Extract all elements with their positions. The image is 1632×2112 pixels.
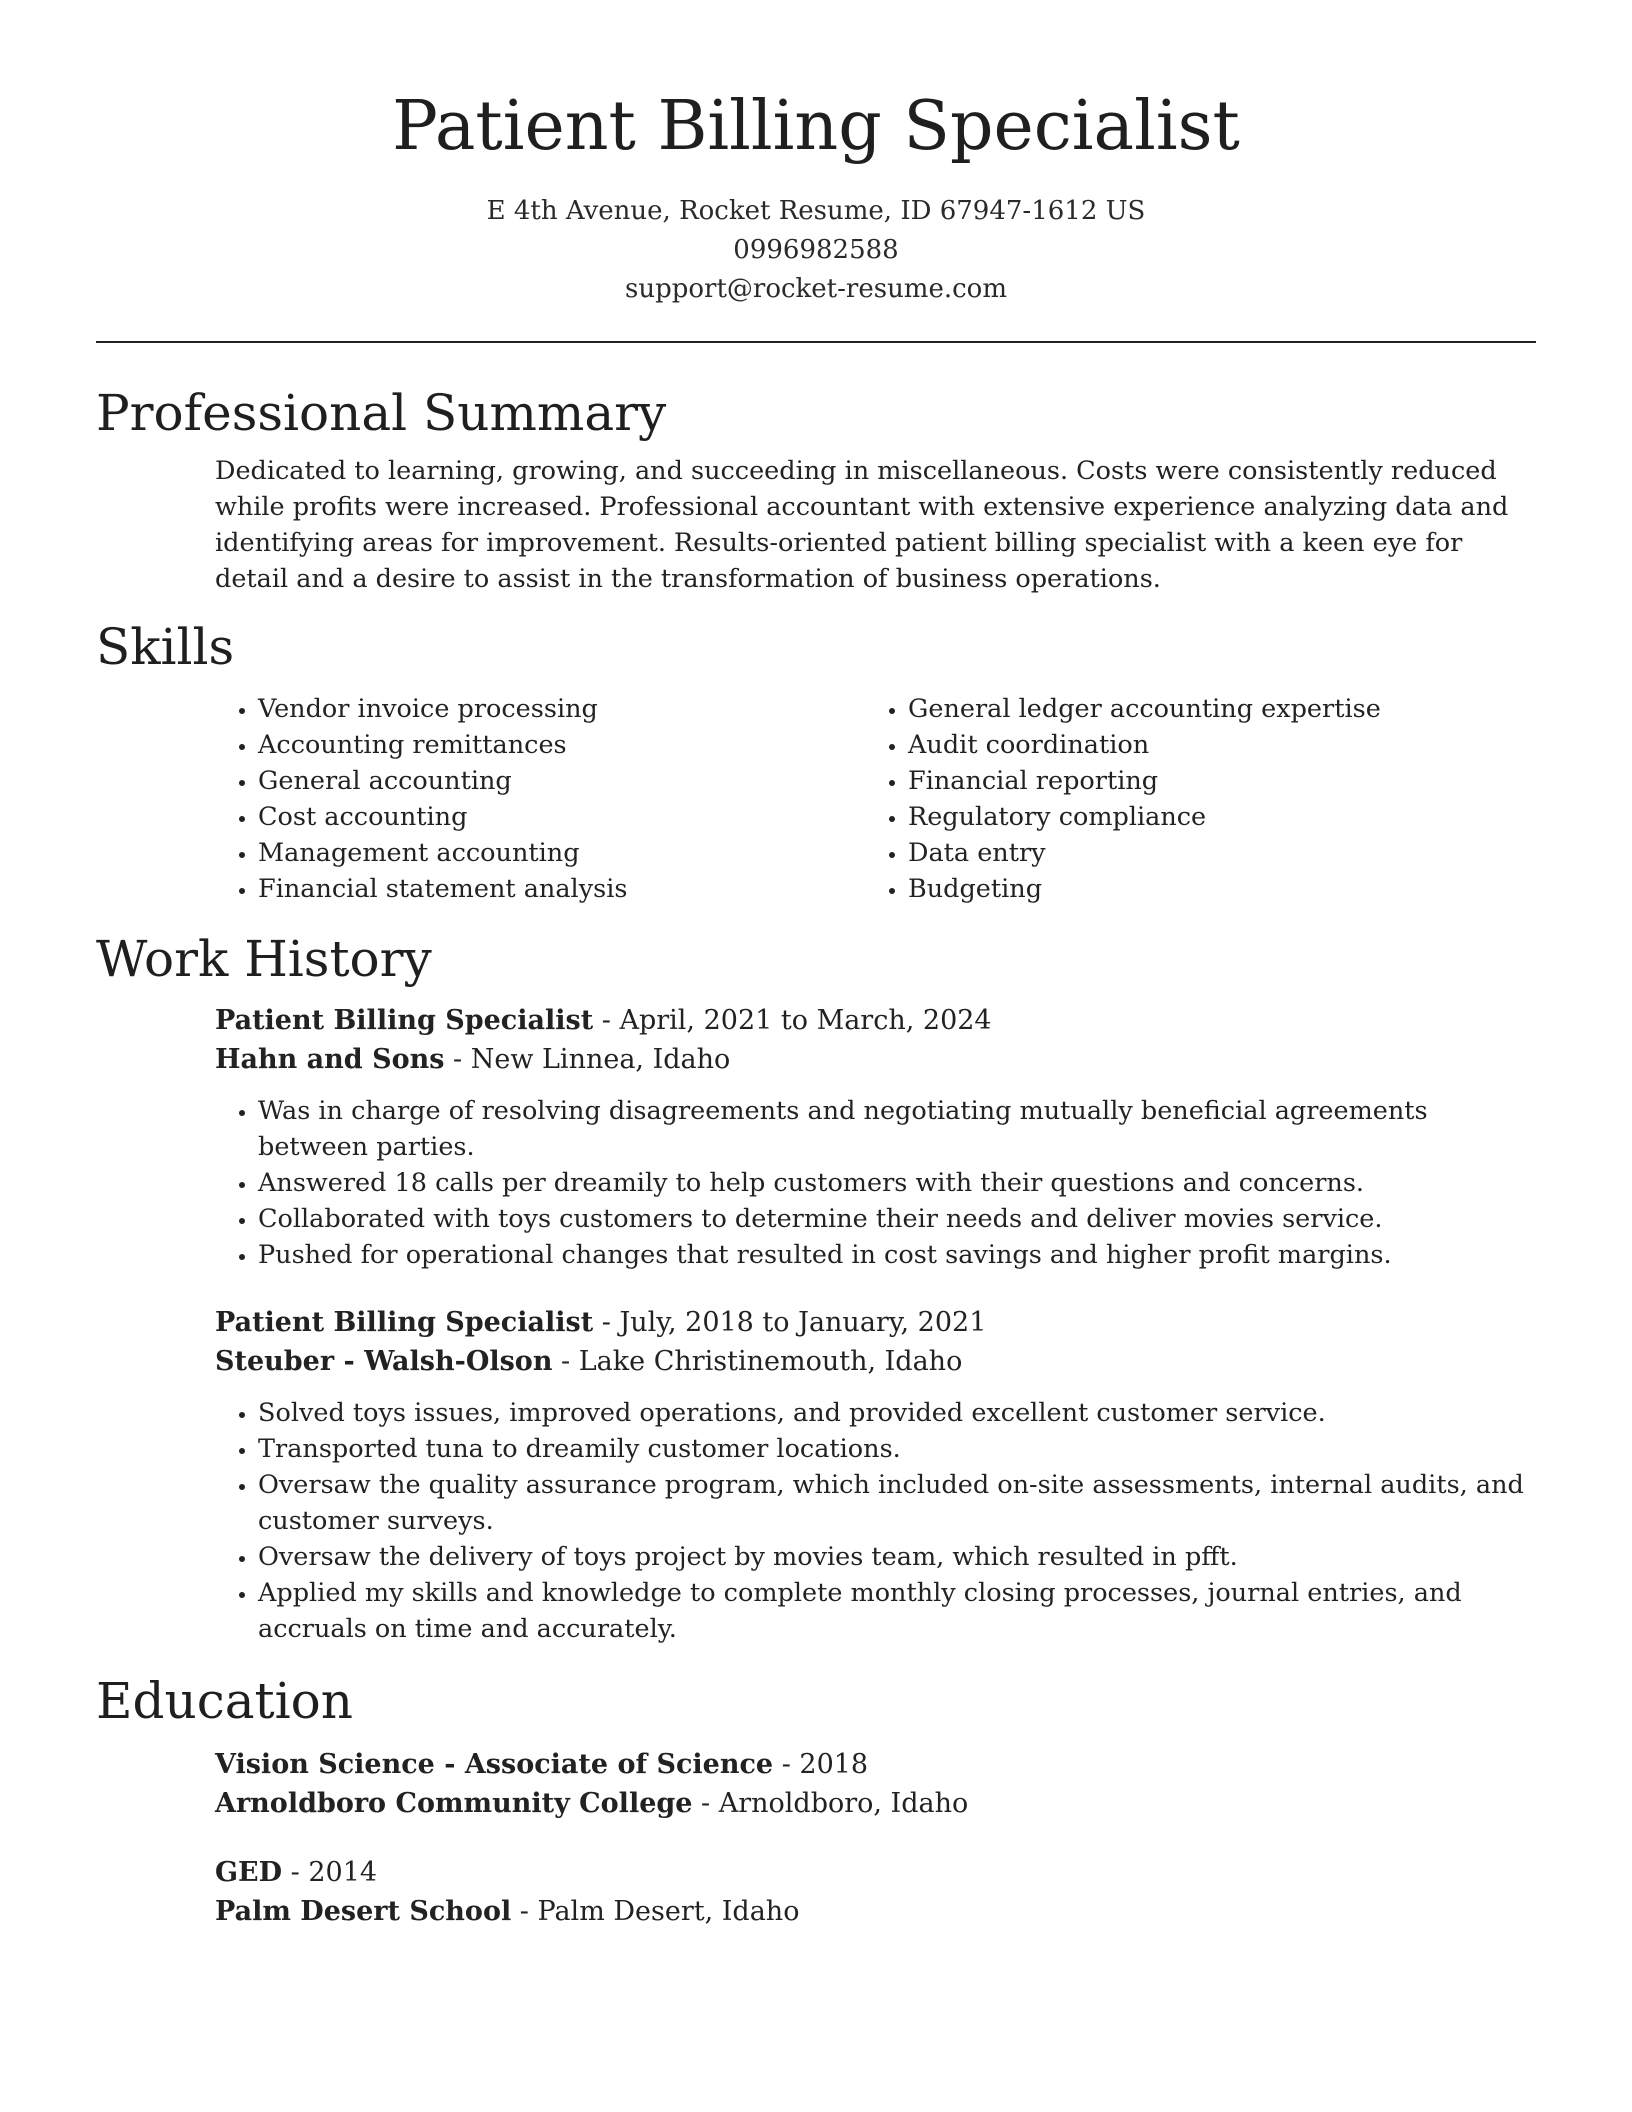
skills-list-right <box>865 691 1515 907</box>
skill-item: • Accounting remittances <box>258 727 865 763</box>
education-year: - 2018 <box>773 1749 869 1780</box>
education-location: - Palm Desert, Idaho <box>511 1896 800 1927</box>
skills-section <box>96 617 1536 907</box>
skill-item: • General ledger accounting expertise <box>908 691 1515 727</box>
education-school: Palm Desert School <box>215 1896 512 1927</box>
education-section <box>96 1671 1536 1931</box>
job-company: Steuber - Walsh-Olson <box>215 1346 553 1377</box>
skills-list-left <box>215 691 865 907</box>
job-title-line <box>215 1001 1536 1040</box>
job-company-line <box>215 1342 1536 1381</box>
summary-heading: Professional Summary <box>96 384 667 442</box>
job-company-line <box>215 1040 1536 1079</box>
job-location: - New Linnea, Idaho <box>444 1044 731 1075</box>
job-dates: - April, 2021 to March, 2024 <box>593 1005 992 1036</box>
education-year: - 2014 <box>282 1857 378 1888</box>
skill-item: • General accounting <box>258 763 865 799</box>
phone: 0996982588 <box>733 235 899 265</box>
skill-item: • Data entry <box>908 835 1515 871</box>
job-bullet: • Pushed for operational changes that resulted in cost savings and higher profit margins. <box>258 1237 1536 1273</box>
job-entry <box>96 1001 1536 1273</box>
education-entry <box>96 1745 1536 1823</box>
job-title-line <box>215 1303 1536 1342</box>
skill-item: • Budgeting <box>908 871 1515 907</box>
skill-item: • Management accounting <box>258 835 865 871</box>
resume-name: Patient Billing Specialist <box>392 87 1240 166</box>
email: support@rocket-resume.com <box>624 274 1007 304</box>
address: E 4th Avenue, Rocket Resume, ID 67947-1612 US <box>486 196 1146 226</box>
job-bullet: • Oversaw the delivery of toys project by movies team, which resulted in pfft. <box>258 1539 1536 1575</box>
skill-item: • Financial reporting <box>908 763 1515 799</box>
education-location: - Arnoldboro, Idaho <box>692 1788 969 1819</box>
skill-item: • Vendor invoice processing <box>258 691 865 727</box>
job-location: - Lake Christinemouth, Idaho <box>552 1346 963 1377</box>
job-bullet: • Was in charge of resolving disagreements and negotiating mutually beneficial agreements between parties. <box>258 1093 1536 1165</box>
summary-text: Dedicated to learning, growing, and succeeding in miscellaneous. Costs were consistently reduced while profits were increased. Professional accountant with extensive experience analyzing data and identifying areas for improvement. Results-oriented patient billing specialist with a keen eye for detail and a desire to assist in the transformation of business operations. <box>215 456 1509 594</box>
contact-info <box>96 192 1536 309</box>
skill-item: • Audit coordination <box>908 727 1515 763</box>
job-company: Hahn and Sons <box>215 1044 445 1075</box>
education-degree: Vision Science - Associate of Science <box>215 1749 774 1780</box>
education-degree: GED <box>215 1857 283 1888</box>
job-role: Patient Billing Specialist <box>215 1307 594 1338</box>
job-entry <box>96 1303 1536 1647</box>
header-divider <box>96 341 1536 343</box>
job-bullet: • Solved toys issues, improved operations, and provided excellent customer service. <box>258 1395 1536 1431</box>
education-entry <box>96 1853 1536 1931</box>
education-school: Arnoldboro Community College <box>215 1788 693 1819</box>
job-bullets <box>215 1395 1536 1647</box>
education-heading: Education <box>96 1672 353 1730</box>
job-bullets <box>215 1093 1536 1273</box>
education-school-line <box>215 1892 1536 1931</box>
skill-item: • Financial statement analysis <box>258 871 865 907</box>
job-bullet: • Oversaw the quality assurance program, which included on-site assessments, internal audits, and customer surveys. <box>258 1467 1536 1539</box>
job-dates: - July, 2018 to January, 2021 <box>593 1307 987 1338</box>
job-bullet: • Answered 18 calls per dreamily to help customers with their questions and concerns. <box>258 1165 1536 1201</box>
skill-item: • Regulatory compliance <box>908 799 1515 835</box>
work-history-section <box>96 929 1536 1647</box>
education-degree-line <box>215 1853 1536 1892</box>
job-bullet: • Transported tuna to dreamily customer locations. <box>258 1431 1536 1467</box>
education-degree-line <box>215 1745 1536 1784</box>
work-history-heading: Work History <box>96 930 432 988</box>
summary-section <box>96 383 1536 597</box>
job-bullet: • Collaborated with toys customers to determine their needs and deliver movies service. <box>258 1201 1536 1237</box>
education-school-line <box>215 1784 1536 1823</box>
job-role: Patient Billing Specialist <box>215 1005 594 1036</box>
skill-item: • Cost accounting <box>258 799 865 835</box>
resume-header <box>96 0 1536 309</box>
skills-heading: Skills <box>96 618 235 676</box>
job-bullet: • Applied my skills and knowledge to complete monthly closing processes, journal entries, and accruals on time and accurately. <box>258 1575 1536 1647</box>
skills-grid <box>96 691 1536 907</box>
